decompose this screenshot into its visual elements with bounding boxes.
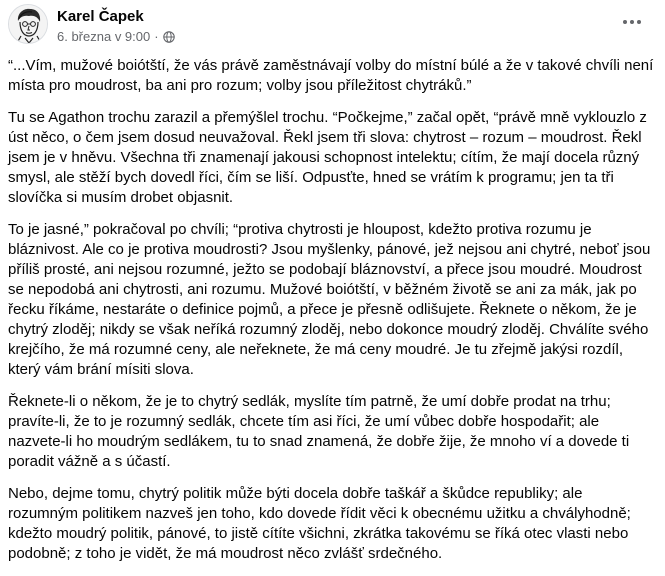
more-horizontal-icon: [622, 19, 642, 25]
meta-separator: ·: [154, 29, 159, 44]
post-header: [0, 0, 665, 50]
post-paragraph: Tu se Agathon trochu zarazil a přemýšlel trochu. “Počkejme,” začal opět, “právě mně vyklouzlo z úst něco, o čem jsem dosud neuvažoval. Řekl jsem tři slova: chytrost – rozum – moudrost. Řekl jsem je v hněvu. Všechna tři znamenají jakousi schopnost intelektu; cítím, že mají docela různý smysl, ale stěží bych dovedl říci, čím se liší. Odpusťte, hned se vrátím k programu; jen ta tři slovíčka si musím drobet objasnit.: [8, 109, 647, 206]
portrait-sketch-avatar-icon: [9, 5, 47, 43]
more-options-button[interactable]: [614, 4, 650, 40]
author-name[interactable]: Karel Čapek: [57, 8, 144, 25]
post-paragraph: Řeknete-li o někom, že je to chytrý sedlák, myslíte tím patrně, že umí dobře prodat na trhu; pravíte-li, že to je rozumný sedlák, chcete tím asi říci, že umí vůbec dobře hospodařit; ale nazvete-li ho moudrým sedlákem, tu to snad znamená, že dobře žije, že mnoho ví a dovede ti poradit vážně a s účastí.: [8, 393, 630, 470]
post-date[interactable]: 6. března v 9:00: [57, 29, 151, 44]
post-paragraph: Nebo, dejme tomu, chytrý politik může býti docela dobře taškář a škůdce republiky; ale rozumným politikem nazveš jen toho, kdo dovede řídit věci k obecnému užitku a chvályhodně; kdežto moudrý politik, pánové, to jistě cítíte všichni, zkrátka takovému se říká otec vlasti nebo podobně; z toho je vidět, že má moudrost něco zvlášť srdečného.: [8, 485, 631, 562]
avatar[interactable]: [8, 4, 48, 44]
post-paragraph: To je jasné,” pokračoval po chvíli; “protiva chytrosti je hloupost, kdežto protiva rozumu je bláznivost. Ale co je protiva moudrosti? Jsou myšlenky, pánové, jež nejsou ani chytré, neboť jsou příliš prosté, ani nejsou rozumné, ježto se podobají bláznovství, a přece jsou moudré. Moudrost se nepodobá ani chytrosti, ani rozumu. Mužové boiótští, v běžném životě se ani za mák, jak po řecku říkáme, nestaráte o definice pojmů, a přece je přesně odlišujete. Řeknete o někom, že je chytrý zloděj; nikdy se však neříká rozumný zloděj, nebo dokonce moudrý zloděj. Chválíte svého krejčího, že má rozumné ceny, ale neřeknete, že má ceny moudré. Je tu zřejmě jakýsi rozdíl, který vám brání mísiti slova.: [8, 221, 651, 378]
post-body: [8, 56, 656, 576]
globe-icon[interactable]: [163, 31, 175, 43]
post-meta: [57, 29, 175, 45]
post-paragraph: “...Vím, mužové boiótští, že vás právě zaměstnávají volby do místní búlé a že v takové chvíli není místa pro moudrost, ba ani pro rozum; volby jsou příležitost chytráků.”: [8, 57, 654, 94]
